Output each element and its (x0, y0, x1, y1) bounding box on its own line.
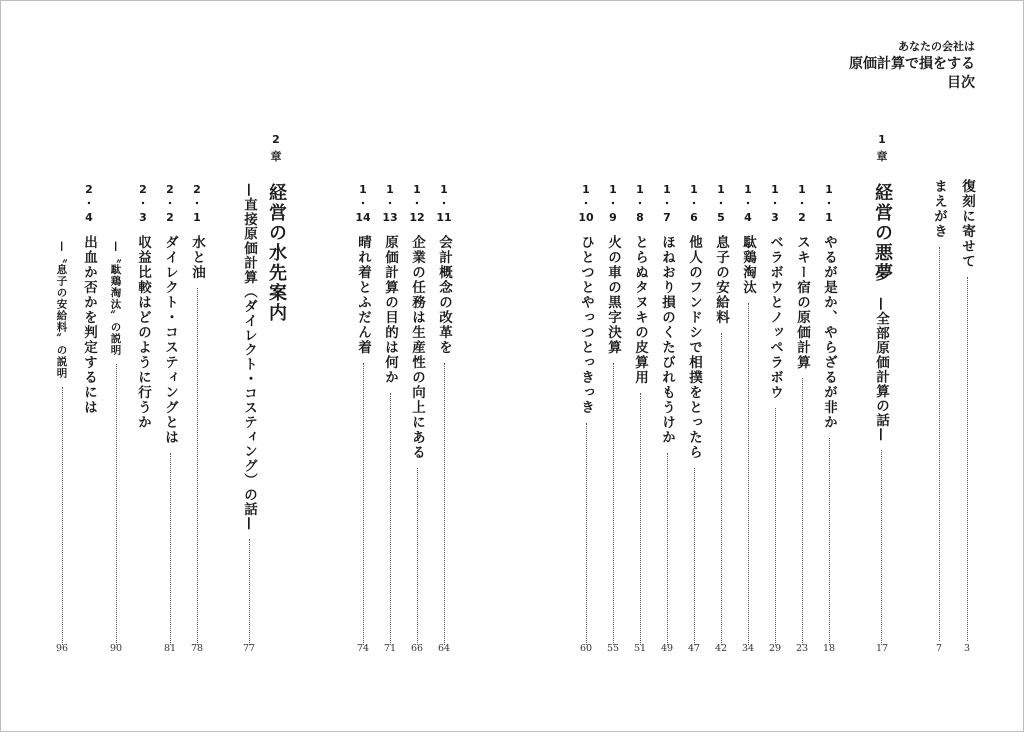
entry-title: ほねおり損のくたびれもうけか (659, 235, 675, 445)
leader-dots (613, 363, 614, 645)
leader-dots (417, 468, 418, 645)
chapter-subtitle-entry[interactable] (869, 297, 893, 645)
leader-dots (748, 303, 749, 645)
page-number: 78 (190, 643, 204, 654)
leader-dots (829, 438, 830, 645)
chapter-subtitle: —直接原価計算（ダイレクト・コスティング）の話— (241, 183, 257, 531)
leader-dots (170, 453, 171, 645)
toc-label: 目次 (947, 75, 975, 91)
toc-entry[interactable] (378, 183, 402, 645)
section-number: 1 ・ 11 (436, 183, 452, 224)
toc-entry[interactable] (574, 183, 598, 645)
chapter-word: 章 (876, 150, 888, 163)
page-number: 18 (822, 643, 836, 654)
entry-title: 企業の任務は生産性の向上にある (409, 235, 425, 460)
toc-entry[interactable] (77, 183, 101, 645)
section-number: 1 ・ 14 (355, 183, 371, 224)
section-number: 1 ・ 5 (715, 183, 727, 224)
chapter-heading[interactable] (261, 183, 291, 645)
entry-title: 他人のフンドシで相撲をとったら (686, 235, 702, 460)
leader-dots (444, 363, 445, 645)
leader-dots (363, 363, 364, 645)
toc-entry[interactable] (709, 183, 733, 645)
page-number: 47 (687, 643, 701, 654)
page-number: 49 (660, 643, 674, 654)
entry-title: 復刻に寄せて (959, 179, 975, 269)
section-number: 1 ・ 13 (382, 183, 398, 224)
leader-dots (881, 450, 882, 645)
entry-title: ひとつとやっつとっきっき (578, 235, 594, 415)
chapter-label (867, 131, 897, 165)
entry-title: ダイレクト・コスティングとは (162, 235, 178, 445)
page-number: 74 (356, 643, 370, 654)
chapter-number: 1 (878, 133, 886, 146)
page-number: 71 (383, 643, 397, 654)
page-number: 42 (714, 643, 728, 654)
section-number: 2 ・ 2 (164, 183, 176, 224)
entry-title: —〝息子の安給料〟の説明 (55, 241, 68, 379)
section-number: 1 ・ 10 (578, 183, 594, 224)
toc-entry[interactable] (185, 183, 209, 645)
leader-dots (721, 333, 722, 645)
entry-title: —〝駄鶏淘汰〟の説明 (109, 241, 122, 356)
entry-title: 収益比較はどのように行うか (135, 235, 151, 430)
section-number: 1 ・ 1 (823, 183, 835, 224)
page-number: 34 (741, 643, 755, 654)
chapter-title: 経営の水先案内 (266, 183, 287, 323)
entry-title: 息子の安給料 (713, 235, 729, 325)
toc-entry[interactable] (790, 183, 814, 645)
chapter-subtitle-entry[interactable] (237, 183, 261, 645)
book-header (849, 39, 975, 93)
chapter-subtitle: —全部原価計算の話— (873, 297, 889, 442)
page-number: 3 (963, 643, 971, 654)
toc-entry-note[interactable] (104, 241, 128, 645)
page-number: 90 (109, 643, 123, 654)
leader-dots (640, 393, 641, 645)
leader-dots (775, 408, 776, 645)
toc-entry[interactable] (351, 183, 375, 645)
entry-title: 晴れ着とふだん着 (355, 235, 371, 355)
page-number: 66 (410, 643, 424, 654)
section-number: 1 ・ 8 (634, 183, 646, 224)
page-number: 23 (795, 643, 809, 654)
leader-dots (197, 288, 198, 645)
entry-title: 水と油 (189, 235, 205, 280)
section-number: 1 ・ 7 (661, 183, 673, 224)
toc-entry[interactable] (736, 183, 760, 645)
entry-title: 出血か否かを判定するには (81, 235, 97, 415)
page-number: 17 (875, 643, 889, 654)
entry-title: 会計概念の改革を (436, 235, 452, 355)
toc-entry[interactable] (817, 183, 841, 645)
section-number: 1 ・ 12 (409, 183, 425, 224)
toc-entry[interactable] (601, 183, 625, 645)
section-number: 1 ・ 6 (688, 183, 700, 224)
section-number: 2 ・ 3 (137, 183, 149, 224)
page-number: 64 (437, 643, 451, 654)
toc-entry[interactable] (628, 183, 652, 645)
page-number: 96 (55, 643, 69, 654)
entry-title: とらぬタヌキの皮算用 (632, 235, 648, 385)
toc-entry[interactable] (405, 183, 429, 645)
entry-title: ベラボウとノッペラボウ (767, 235, 783, 400)
entry-title: スキー宿の原価計算 (794, 235, 810, 370)
leader-dots (249, 539, 250, 645)
section-number: 2 ・ 1 (191, 183, 203, 224)
entry-title: やるが是か、やらざるが非か (821, 235, 837, 430)
page-number: 29 (768, 643, 782, 654)
leader-dots (390, 393, 391, 645)
toc-entry[interactable] (655, 183, 679, 645)
entry-title: 火の車の黒字決算 (605, 235, 621, 355)
leader-dots (694, 468, 695, 645)
toc-entry[interactable] (131, 183, 155, 645)
entry-title: まえがき (931, 179, 947, 239)
toc-entry[interactable] (955, 179, 979, 641)
chapter-title: 経営の悪夢 (872, 183, 893, 283)
chapter-word: 章 (270, 150, 282, 163)
chapter-label (261, 131, 291, 165)
book-subtitle: あなたの会社は (898, 40, 975, 53)
toc-entry[interactable] (927, 179, 951, 641)
page-number: 55 (606, 643, 620, 654)
toc-entry-note[interactable] (50, 241, 74, 645)
leader-dots (939, 247, 940, 641)
entry-title: 原価計算の目的は何か (382, 235, 398, 385)
leader-dots (62, 387, 63, 645)
toc-entry[interactable] (682, 183, 706, 645)
section-number: 2 ・ 4 (83, 183, 95, 224)
leader-dots (667, 453, 668, 645)
page-number: 60 (579, 643, 593, 654)
leader-dots (967, 277, 968, 641)
section-number: 1 ・ 9 (607, 183, 619, 224)
section-number: 1 ・ 3 (769, 183, 781, 224)
toc-entry[interactable] (158, 183, 182, 645)
entry-title: 駄鶏淘汰 (740, 235, 756, 295)
page-number: 81 (163, 643, 177, 654)
book-title: 原価計算で損をする (849, 56, 975, 72)
section-number: 1 ・ 2 (796, 183, 808, 224)
leader-dots (116, 364, 117, 645)
page-number: 51 (633, 643, 647, 654)
toc-entry[interactable] (763, 183, 787, 645)
section-number: 1 ・ 4 (742, 183, 754, 224)
page-number: 7 (935, 643, 943, 654)
chapter-number: 2 (272, 133, 280, 146)
leader-dots (586, 423, 587, 645)
toc-entry[interactable] (432, 183, 456, 645)
page-number: 77 (242, 643, 256, 654)
leader-dots (802, 378, 803, 645)
